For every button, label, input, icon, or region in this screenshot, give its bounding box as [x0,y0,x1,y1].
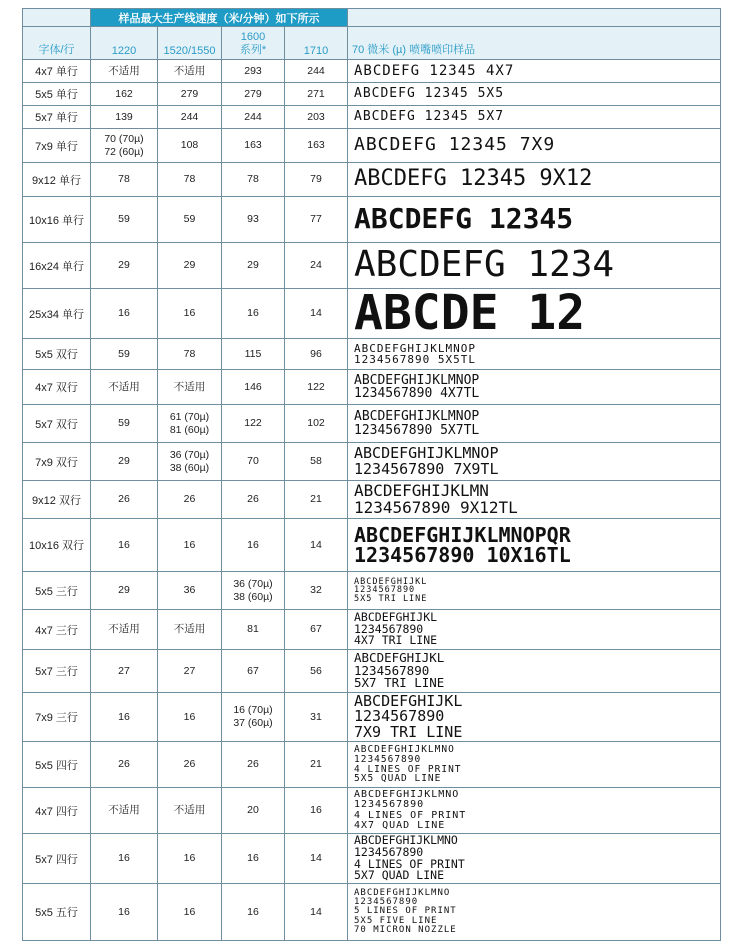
speed-1220-cell: 78 [91,163,158,197]
speed-1220-cell: 不适用 [91,610,158,650]
print-sample-cell: ABCDEFGHIJKLMNOP 1234567890 4X7TL [348,370,721,405]
speed-1520-cell: 26 [158,481,222,519]
font-lines-cell: 9x12 单行 [23,163,91,197]
speed-1600-cell: 146 [222,370,285,405]
table-row [23,370,721,405]
table-row [23,572,721,610]
font-lines-cell: 10x16 双行 [23,519,91,572]
speed-1600-cell: 26 [222,742,285,788]
print-sample-cell: ABCDEFGHIJKL 1234567890 4X7 TRI LINE [348,610,721,650]
speed-1600-cell: 81 [222,610,285,650]
speed-1710-cell: 24 [285,243,348,289]
table-row [23,519,721,572]
font-lines-cell: 25x34 单行 [23,289,91,339]
print-sample-cell: ABCDEFGHIJKLMNOP 1234567890 7X9TL [348,443,721,481]
speed-1710-cell: 102 [285,405,348,443]
speed-1520-cell: 78 [158,339,222,370]
print-sample-cell: ABCDEFGHIJKLMNO 1234567890 4 LINES OF PRINT 5X5 QUAD LINE [348,742,721,788]
speed-1710-cell: 21 [285,481,348,519]
speed-1520-cell: 78 [158,163,222,197]
table-row [23,405,721,443]
table-row [23,129,721,163]
font-lines-cell: 4x7 三行 [23,610,91,650]
print-sample-cell: ABCDEFG 12345 4X7 [348,60,721,83]
print-sample-cell: ABCDEFGHIJKL 1234567890 5X5 TRI LINE [348,572,721,610]
speed-1600-cell: 67 [222,650,285,693]
speed-1710-cell: 67 [285,610,348,650]
speed-1520-cell: 16 [158,884,222,941]
header-font-lines: 字体/行 [23,27,91,60]
header-1220: 1220 [91,27,158,60]
speed-1520-cell: 不适用 [158,610,222,650]
speed-1710-cell: 56 [285,650,348,693]
speed-1520-cell: 59 [158,197,222,243]
speed-1520-cell: 26 [158,742,222,788]
header-print-sample: 70 微米 (µ) 喷嘴喷印样品 [348,27,721,60]
table-row [23,742,721,788]
speed-1220-cell: 59 [91,405,158,443]
speed-1220-cell: 162 [91,83,158,106]
font-lines-cell: 5x5 五行 [23,884,91,941]
speed-table-body [23,60,721,941]
header-1600-line2: 系列* [239,44,267,56]
speed-1710-cell: 96 [285,339,348,370]
speed-1520-cell: 29 [158,243,222,289]
font-lines-cell: 7x9 三行 [23,693,91,742]
print-sample-cell: ABCDEFG 1234 [348,243,721,289]
print-sample-cell: ABCDEFGHIJKL 1234567890 5X7 TRI LINE [348,650,721,693]
speed-1220-cell: 16 [91,693,158,742]
print-sample-cell: ABCDEFGHIJKLMNO 1234567890 5 LINES OF PRINT 5X5 FIVE LINE 70 MICRON NOZZLE [348,884,721,941]
speed-1220-cell: 不适用 [91,370,158,405]
print-sample-cell: ABCDEFG 12345 7X9 [348,129,721,163]
speed-1710-cell: 16 [285,788,348,834]
speed-1600-cell: 16 (70µ) 37 (60µ) [222,693,285,742]
speed-1710-cell: 14 [285,834,348,884]
speed-1520-cell: 不适用 [158,60,222,83]
speed-1600-cell: 115 [222,339,285,370]
table-row [23,650,721,693]
speed-1600-cell: 20 [222,788,285,834]
speed-1220-cell: 29 [91,243,158,289]
speed-1710-cell: 271 [285,83,348,106]
speed-1220-cell: 59 [91,197,158,243]
speed-1600-cell: 16 [222,289,285,339]
speed-1520-cell: 16 [158,519,222,572]
speed-1710-cell: 163 [285,129,348,163]
table-row [23,481,721,519]
font-lines-cell: 5x5 双行 [23,339,91,370]
table-row [23,339,721,370]
speed-1710-cell: 31 [285,693,348,742]
speed-1600-cell: 26 [222,481,285,519]
print-sample-cell: ABCDEFGHIJKLMNOP 1234567890 5X7TL [348,405,721,443]
speed-1710-cell: 244 [285,60,348,83]
font-lines-cell: 16x24 单行 [23,243,91,289]
table-row [23,243,721,289]
speed-1600-cell: 70 [222,443,285,481]
header-1600-series [222,27,285,60]
speed-1520-cell: 36 (70µ) 38 (60µ) [158,443,222,481]
speed-1710-cell: 58 [285,443,348,481]
font-lines-cell: 9x12 双行 [23,481,91,519]
speed-1220-cell: 27 [91,650,158,693]
speed-1600-cell: 122 [222,405,285,443]
print-sample-cell: ABCDEFGHIJKLMNOP 1234567890 5X5TL [348,339,721,370]
print-sample-cell: ABCDEFGHIJKLMNO 1234567890 4 LINES OF PRINT 5X7 QUAD LINE [348,834,721,884]
table-row [23,197,721,243]
speed-1710-cell: 32 [285,572,348,610]
print-sample-cell: ABCDEFG 12345 [348,197,721,243]
speed-1520-cell: 16 [158,693,222,742]
speed-1520-cell: 不适用 [158,370,222,405]
speed-1220-cell: 26 [91,481,158,519]
speed-1710-cell: 79 [285,163,348,197]
speed-1220-cell: 29 [91,572,158,610]
speed-1600-cell: 163 [222,129,285,163]
speed-1600-cell: 293 [222,60,285,83]
font-lines-cell: 4x7 单行 [23,60,91,83]
speed-table-container [22,8,720,941]
speed-1600-cell: 36 (70µ) 38 (60µ) [222,572,285,610]
print-sample-cell: ABCDEFG 12345 5X7 [348,106,721,129]
speed-1220-cell: 16 [91,884,158,941]
speed-1520-cell: 27 [158,650,222,693]
table-row [23,106,721,129]
print-sample-cell: ABCDEFGHIJKLMN 1234567890 9X12TL [348,481,721,519]
print-sample-cell: ABCDEFGHIJKL 1234567890 7X9 TRI LINE [348,693,721,742]
speed-1600-cell: 279 [222,83,285,106]
font-lines-cell: 5x5 四行 [23,742,91,788]
font-lines-cell: 4x7 双行 [23,370,91,405]
font-lines-cell: 5x5 三行 [23,572,91,610]
table-row [23,610,721,650]
font-lines-cell: 10x16 单行 [23,197,91,243]
print-sample-cell: ABCDEFGHIJKLMNOPQR 1234567890 10X16TL [348,519,721,572]
speed-1520-cell: 16 [158,289,222,339]
speed-1220-cell: 16 [91,834,158,884]
table-row [23,289,721,339]
font-lines-cell: 5x7 单行 [23,106,91,129]
speed-1710-cell: 122 [285,370,348,405]
speed-1220-cell: 16 [91,519,158,572]
speed-1220-cell: 16 [91,289,158,339]
speed-1520-cell: 244 [158,106,222,129]
table-row [23,60,721,83]
speed-1520-cell: 61 (70µ) 81 (60µ) [158,405,222,443]
header-blank-right [348,9,721,27]
speed-1220-cell: 不适用 [91,788,158,834]
font-lines-cell: 7x9 双行 [23,443,91,481]
table-row [23,83,721,106]
table-row [23,884,721,941]
speed-1220-cell: 不适用 [91,60,158,83]
font-lines-cell: 5x7 三行 [23,650,91,693]
header-1710: 1710 [285,27,348,60]
speed-title-header: 样品最大生产线速度（米/分钟）如下所示 [91,9,348,27]
speed-1600-cell: 29 [222,243,285,289]
speed-1220-cell: 70 (70µ) 72 (60µ) [91,129,158,163]
font-lines-cell: 5x7 双行 [23,405,91,443]
print-sample-cell: ABCDE 12 [348,289,721,339]
speed-1220-cell: 59 [91,339,158,370]
speed-1220-cell: 139 [91,106,158,129]
font-lines-cell: 4x7 四行 [23,788,91,834]
speed-1520-cell: 16 [158,834,222,884]
print-sample-cell: ABCDEFGHIJKLMNO 1234567890 4 LINES OF PRINT 4X7 QUAD LINE [348,788,721,834]
speed-1710-cell: 21 [285,742,348,788]
table-row [23,693,721,742]
speed-1710-cell: 14 [285,519,348,572]
font-lines-cell: 5x5 单行 [23,83,91,106]
print-sample-cell: ABCDEFG 12345 5X5 [348,83,721,106]
speed-1520-cell: 36 [158,572,222,610]
speed-1710-cell: 203 [285,106,348,129]
font-lines-cell: 5x7 四行 [23,834,91,884]
speed-1710-cell: 77 [285,197,348,243]
speed-1600-cell: 16 [222,884,285,941]
speed-1220-cell: 26 [91,742,158,788]
header-blank-left [23,9,91,27]
speed-1520-cell: 279 [158,83,222,106]
table-row [23,163,721,197]
table-row [23,443,721,481]
speed-1710-cell: 14 [285,289,348,339]
speed-1520-cell: 不适用 [158,788,222,834]
speed-1600-cell: 16 [222,834,285,884]
print-speed-table [22,8,721,941]
header-1520-1550: 1520/1550 [158,27,222,60]
speed-1600-cell: 78 [222,163,285,197]
table-row [23,834,721,884]
speed-1520-cell: 108 [158,129,222,163]
speed-1710-cell: 14 [285,884,348,941]
font-lines-cell: 7x9 单行 [23,129,91,163]
speed-1600-cell: 16 [222,519,285,572]
table-row [23,788,721,834]
header-1600-line1: 1600 [240,31,266,43]
speed-1220-cell: 29 [91,443,158,481]
speed-1600-cell: 244 [222,106,285,129]
print-sample-cell: ABCDEFG 12345 9X12 [348,163,721,197]
speed-1600-cell: 93 [222,197,285,243]
